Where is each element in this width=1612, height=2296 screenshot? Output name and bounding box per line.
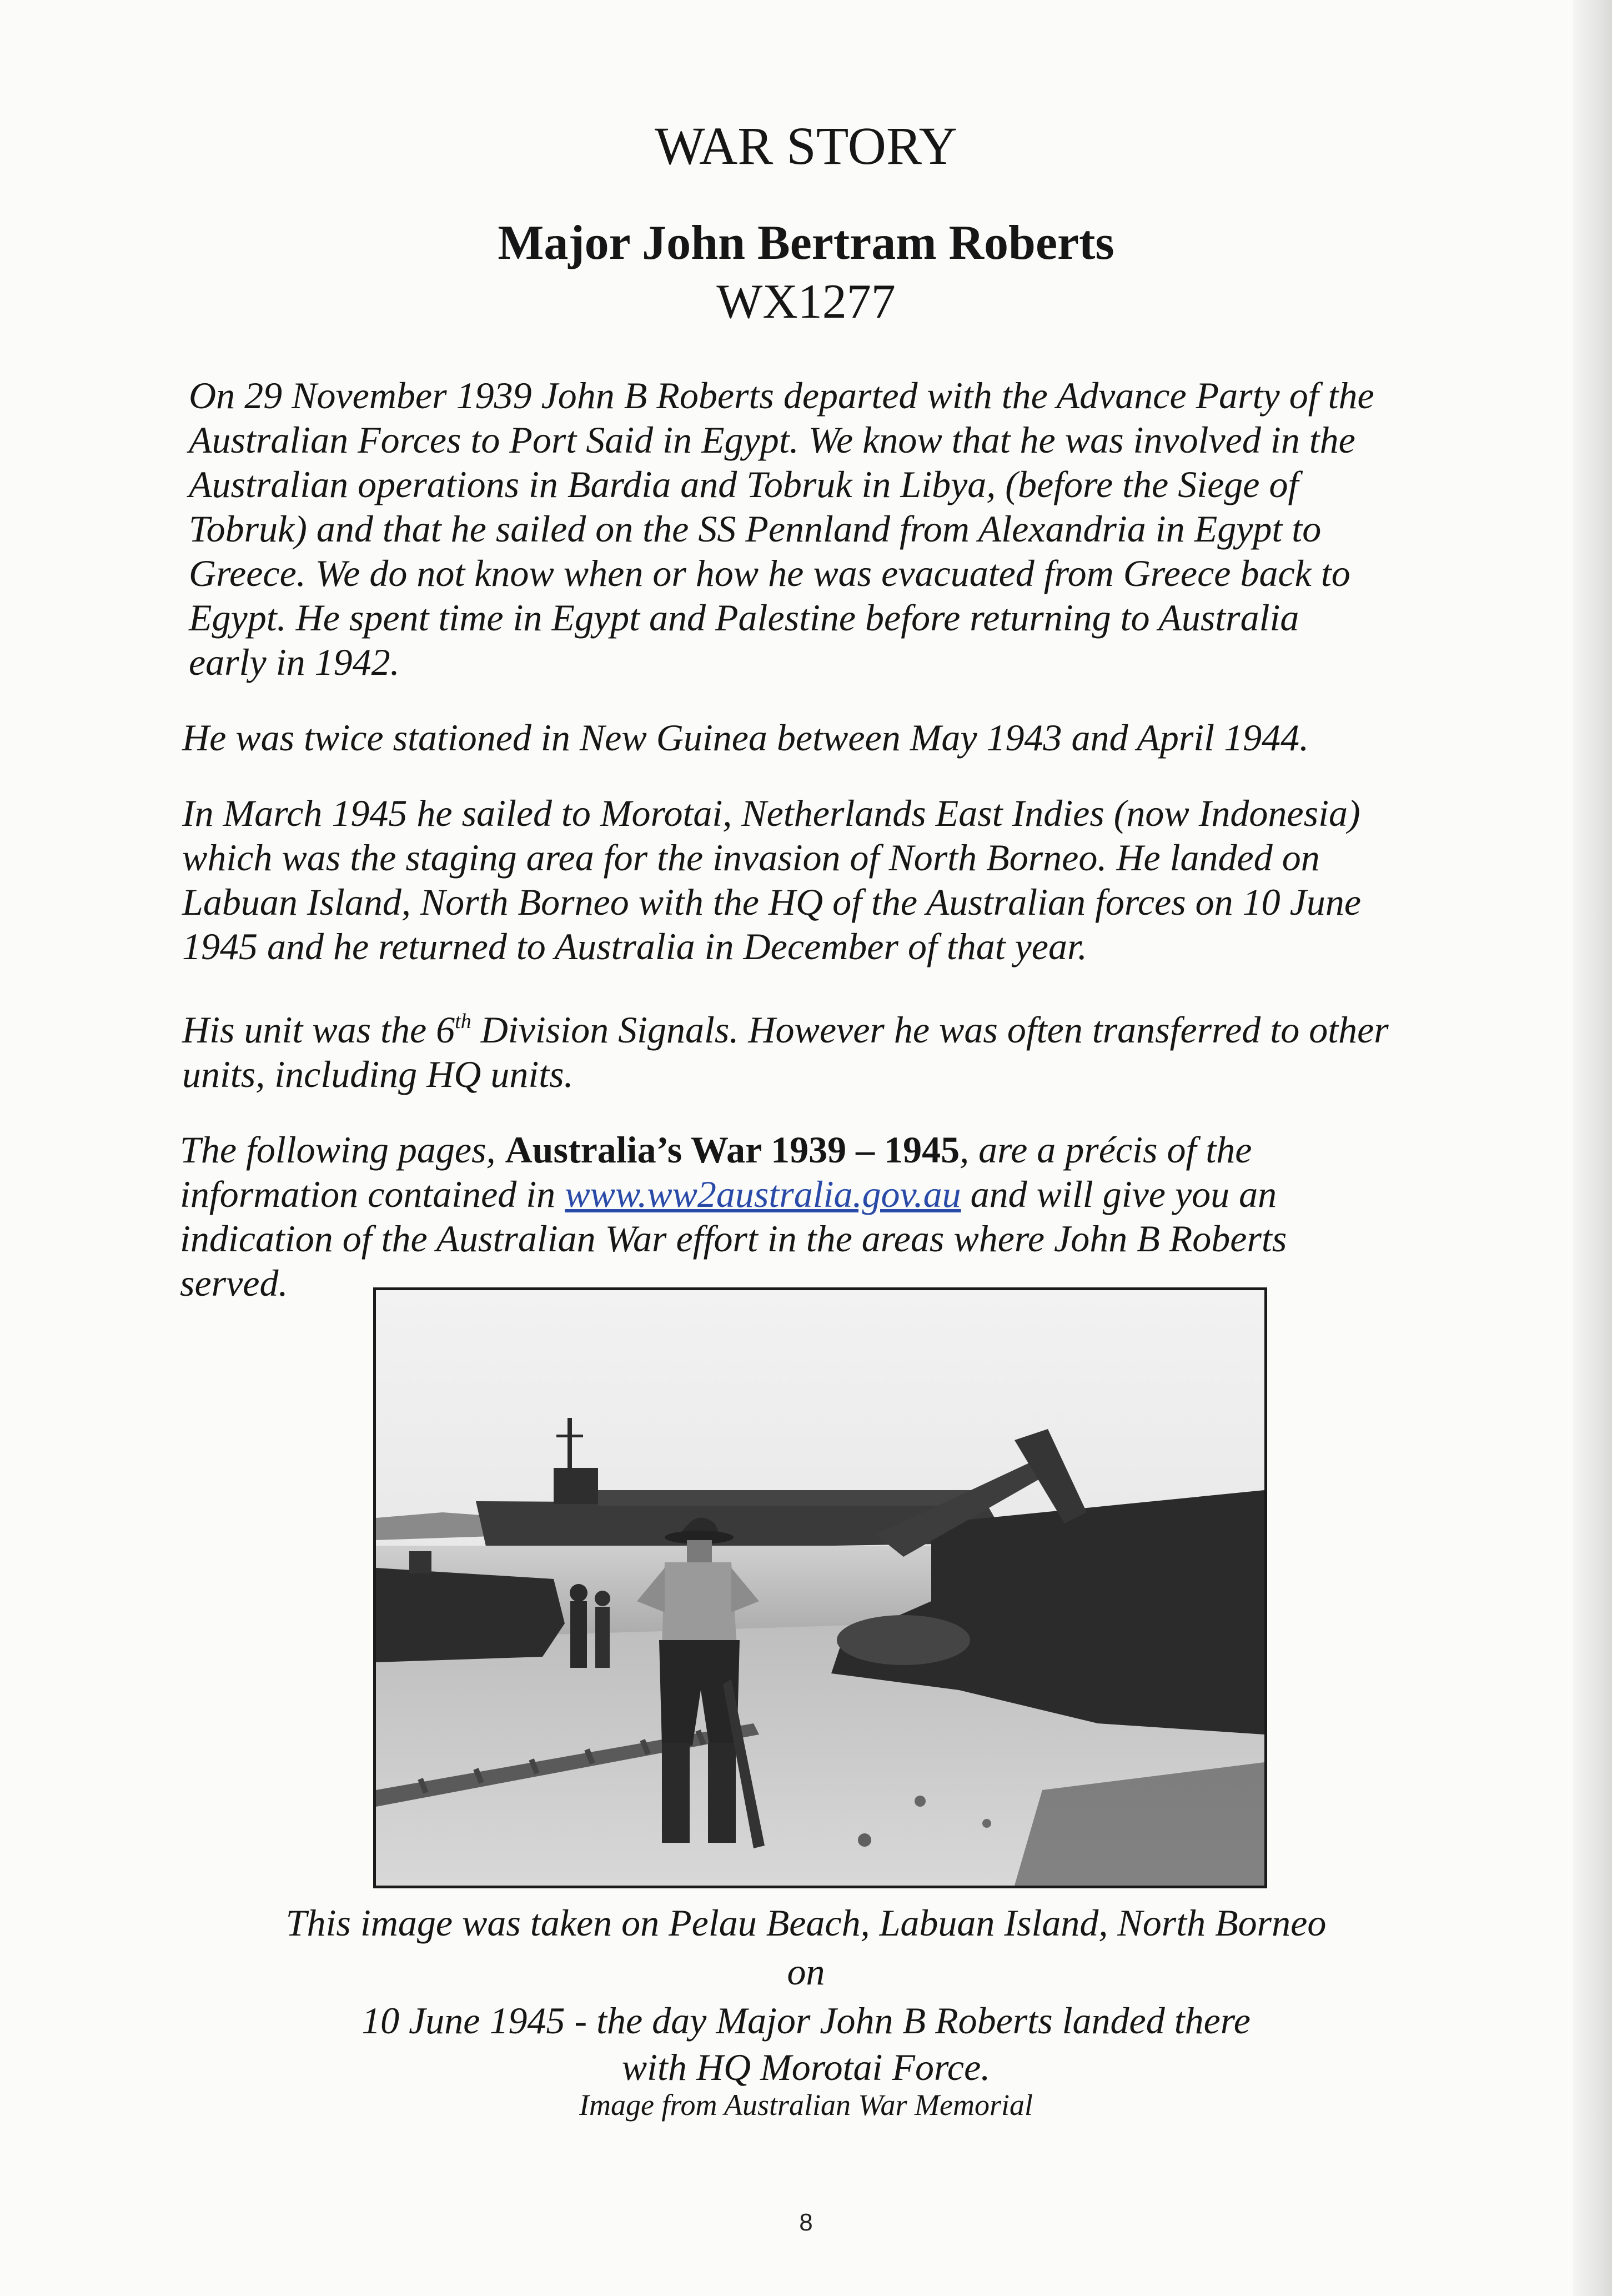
paragraph-early-service: On 29 November 1939 John B Roberts departed with the Advance Party of the Australian Forces to Port Said in Egypt. We know that he was involved in the Australian operations in Bardia and Tobruk in Libya, (before the Siege of Tobruk) and that he sailed on the SS Pennland from Alexandria in Egypt to Greece. We do not know when or how he was evacuated from Greece back to Egypt. He spent time in Egypt and Palestine before returning to Australia early in 1942. xyxy=(189,374,1374,683)
subject-name: Major John Bertram Roberts xyxy=(498,216,1114,270)
book-title: Australia’s War 1939 – 1945 xyxy=(505,1129,960,1171)
beach-landing-photo-illustration xyxy=(376,1290,1264,1886)
unit-text-end: Division Signals. However he was often transferred to other units, including HQ units. xyxy=(182,1009,1389,1095)
following-text-end: and will give you an indication of the Australian War effort in the areas where John B Roberts served. xyxy=(180,1173,1287,1304)
paragraph-unit xyxy=(182,1007,1393,1096)
paragraph-following-pages xyxy=(180,1127,1402,1305)
caption-line-3: 10 June 1945 - the day Major John B Roberts landed there xyxy=(361,1999,1251,2042)
source-website-link[interactable]: www.ww2australia.gov.au xyxy=(565,1173,961,1215)
paragraph-borneo: In March 1945 he sailed to Morotai, Netherlands East Indies (now Indonesia) which was the staging area for the invasion of North Borneo. He landed on Labuan Island, North Borneo with the HQ of the Australian forces on 10 June 1945 and he returned to Australia in December of that year. xyxy=(182,792,1362,967)
following-text-middle: , are a précis of the information contained in xyxy=(180,1129,1252,1215)
caption-line-2: on xyxy=(787,1951,825,1993)
image-credit: Image from Australian War Memorial xyxy=(579,2088,1033,2122)
ordinal-suffix: th xyxy=(455,1010,471,1033)
paragraph-new-guinea: He was twice stationed in New Guinea between May 1943 and April 1944. xyxy=(182,716,1309,759)
historical-photograph xyxy=(373,1287,1267,1888)
caption-line-1: This image was taken on Pelau Beach, Labuan Island, North Borneo xyxy=(285,1902,1327,1944)
caption-line-4: with HQ Morotai Force. xyxy=(621,2046,991,2088)
following-text-start: The following pages, xyxy=(180,1129,505,1171)
page-number: 8 xyxy=(799,2209,813,2236)
unit-text-start: His unit was the 6 xyxy=(182,1009,455,1051)
service-number: WX1277 xyxy=(716,275,896,329)
page-title: WAR STORY xyxy=(654,116,957,176)
